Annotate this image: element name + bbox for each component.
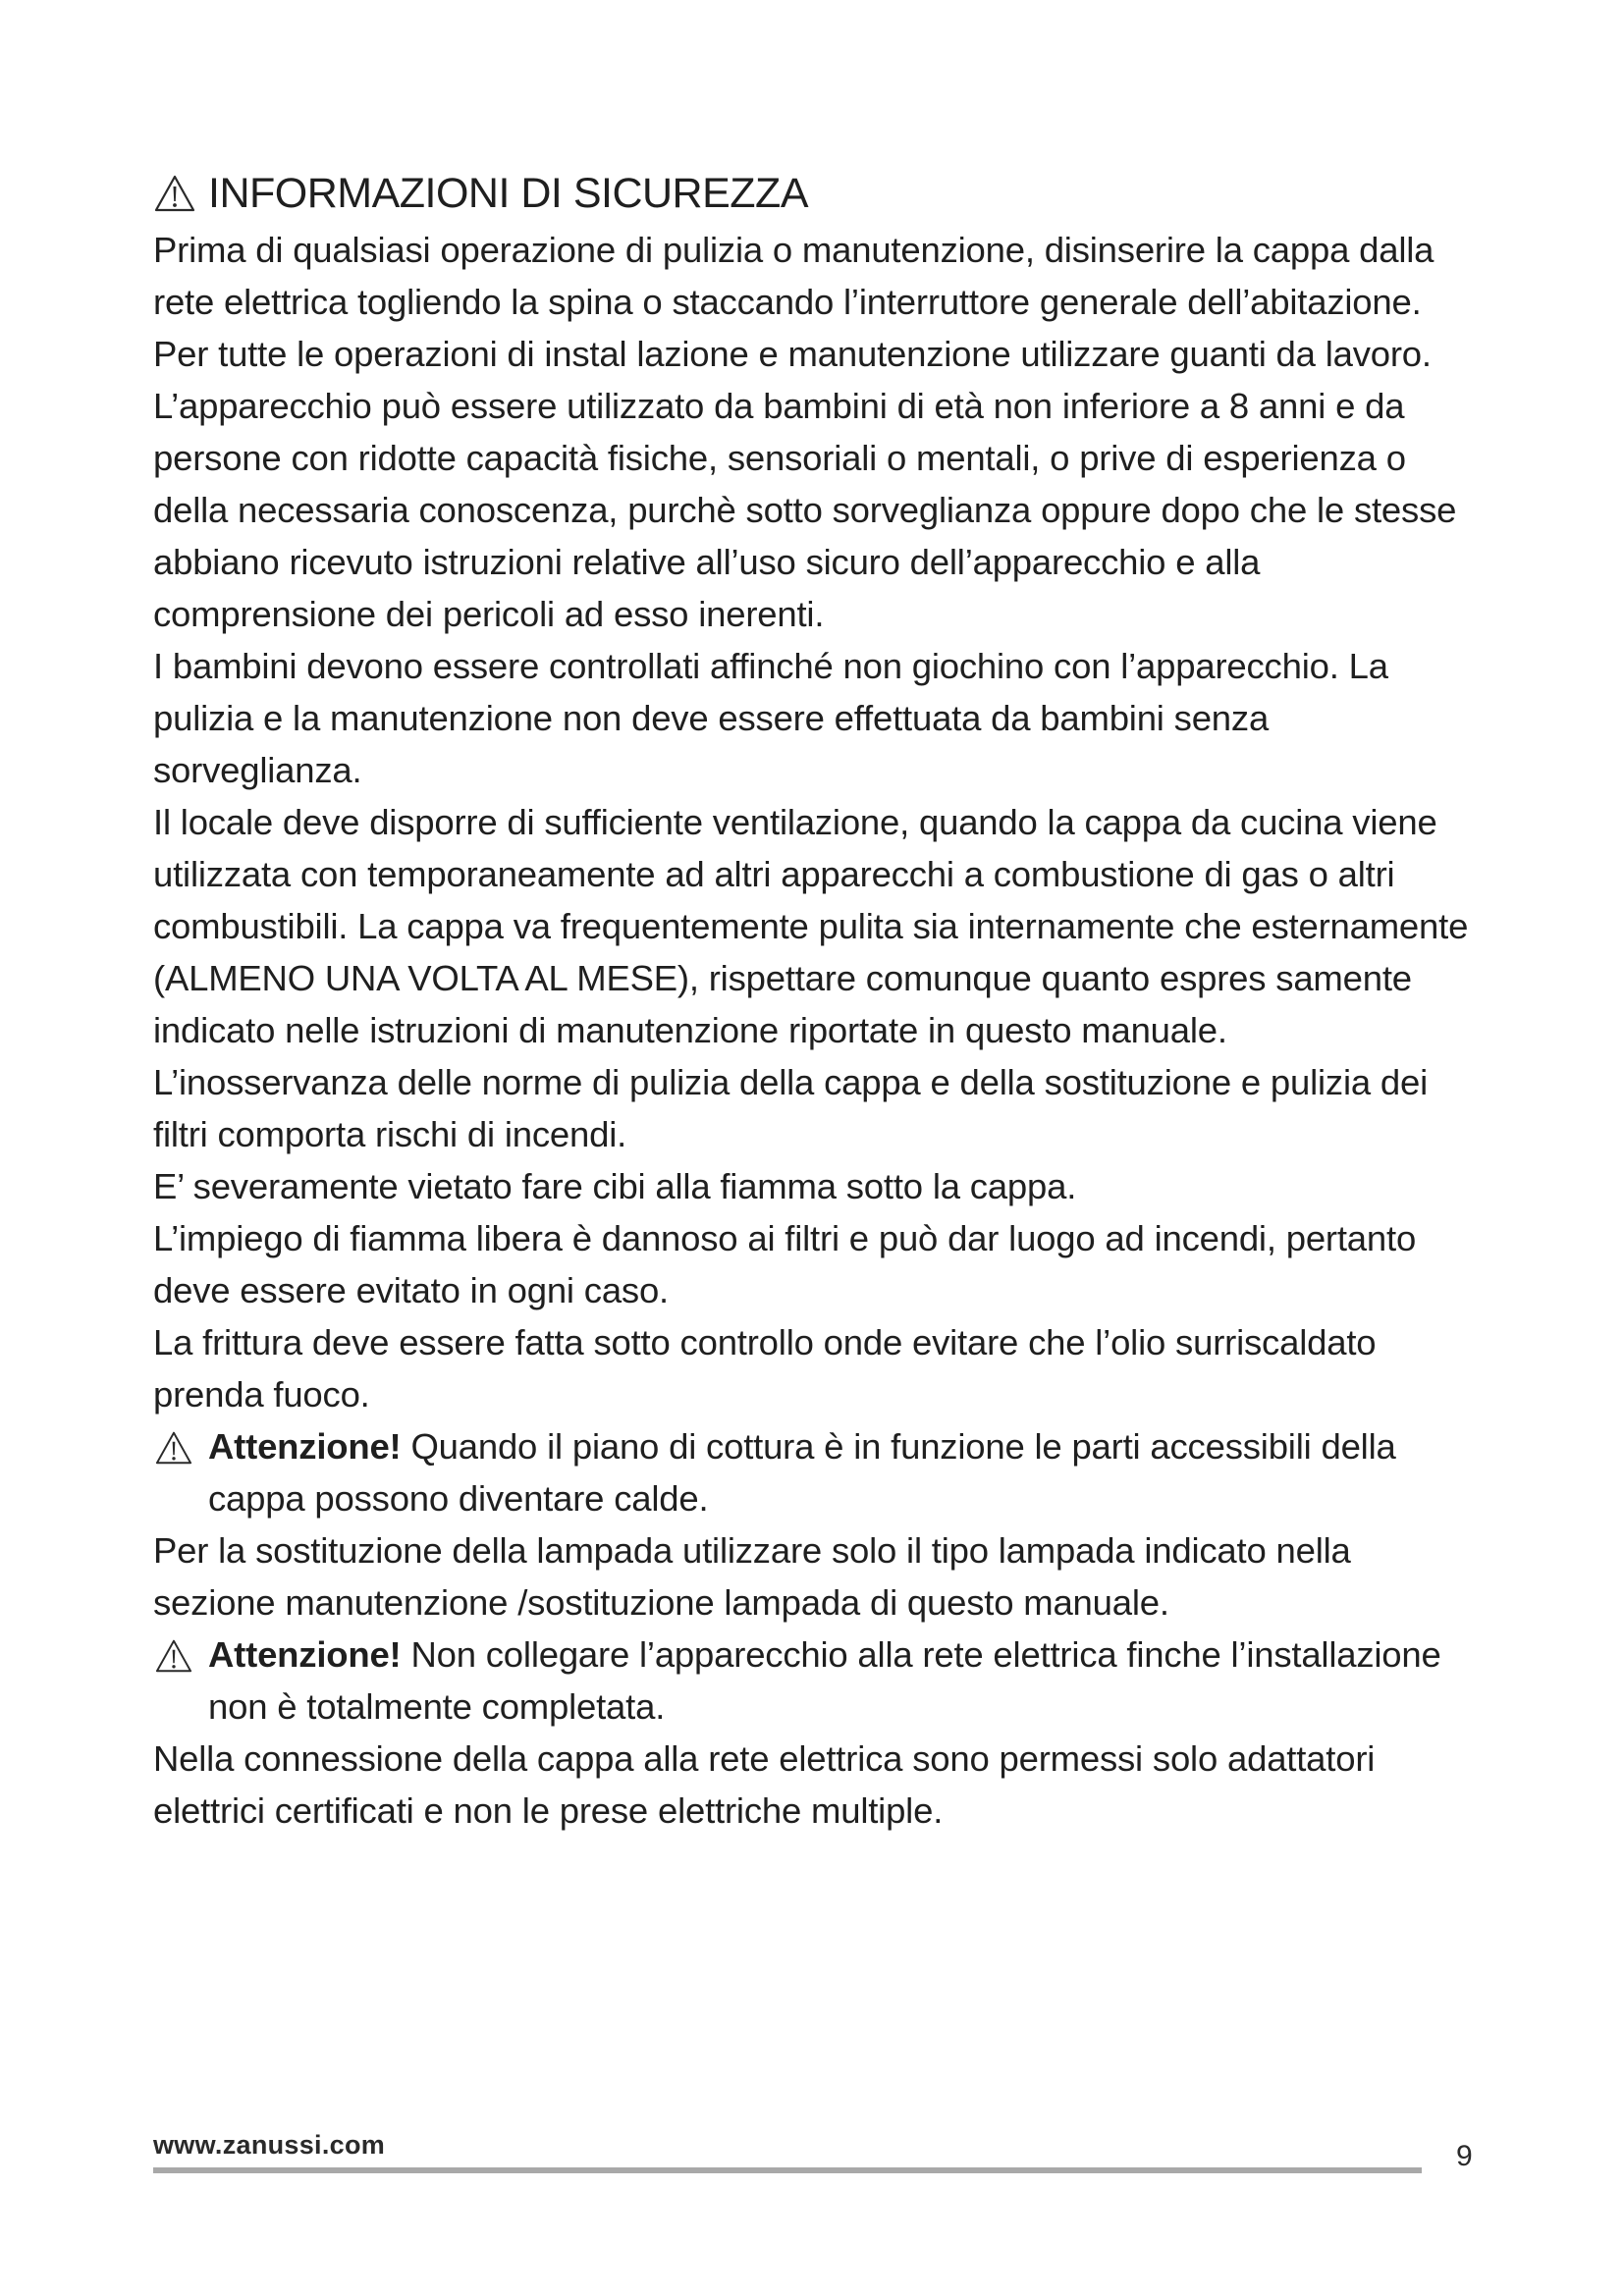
safety-section (153, 167, 1474, 1837)
warning-note-installation (153, 1629, 1474, 1733)
warning-text: Non collegare l’apparecchio alla rete elettrica finche l’installazione non è totalmente completata. (208, 1634, 1441, 1727)
warning-label: Attenzione! (208, 1426, 402, 1467)
website-link[interactable]: www.zanussi.com (153, 2130, 386, 2160)
warning-triangle-icon (153, 1430, 194, 1466)
safety-paragraph: La frittura deve essere fatta sotto controllo onde evitare che l’olio surriscaldato prenda fuoco. (153, 1322, 1377, 1415)
safety-paragraph: Il locale deve disporre di sufficiente ventilazione, quando la cappa da cucina viene utilizzata con temporaneamente ad altri apparecchi a combustione di gas o altri combustibili. La cappa va frequentemente pulita sia internamente che esternamente (ALMENO UNA VOLTA AL MESE), rispettare comunque quanto espres samente indicato nelle istruzioni di manutenzione riportate in questo manuale. (153, 802, 1469, 1050)
warning-note-hot-parts (153, 1420, 1474, 1524)
safety-paragraph: I bambini devono essere controllati affinché non giochino con l’apparecchio. La pulizia e la manutenzione non deve essere effettuata da bambini senza sorveglianza. (153, 646, 1388, 790)
safety-paragraph: L’impiego di fiamma libera è dannoso ai filtri e può dar luogo ad incendi, pertanto deve essere evitato in ogni caso. (153, 1218, 1417, 1310)
safety-paragraph: E’ severamente vietato fare cibi alla fiamma sotto la cappa. (153, 1166, 1077, 1206)
safety-paragraph: Per la sostituzione della lampada utilizzare solo il tipo lampada indicato nella sezione manutenzione /sostituzione lampada di questo manuale. (153, 1530, 1351, 1623)
safety-paragraph: Prima di qualsiasi operazione di pulizia o manutenzione, disinserire la cappa dalla rete elettrica togliendo la spina o staccando l’interruttore generale dell’abitazione. Per tutte le operazioni di instal lazione e manutenzione utilizzare guanti da lavoro. L’apparecchio può essere utilizzato da bambini di età non inferiore a 8 anni e da persone con ridotte capacità fisiche, sensoriali o mentali, o prive di esperienza o della necessaria conoscenza, purchè sotto sorveglianza oppure dopo che le stesse abbiano ricevuto istruzioni relative all’uso sicuro dell’apparecchio e alla comprensione dei pericoli ad esso inerenti. (153, 230, 1457, 634)
safety-paragraph: L’inosservanza delle norme di pulizia della cappa e della sostituzione e pulizia dei filtri comporta rischi di incendi. (153, 1062, 1429, 1154)
footer-divider (153, 2167, 1422, 2173)
safety-paragraph: Nella connessione della cappa alla rete elettrica sono permessi solo adattatori elettrici certificati e non le prese elettriche multiple. (153, 1738, 1376, 1831)
warning-triangle-icon (153, 1638, 194, 1674)
warning-triangle-icon (153, 174, 196, 213)
warning-text: Quando il piano di cottura è in funzione le parti accessibili della cappa possono diventare calde. (208, 1426, 1396, 1519)
section-heading (153, 167, 1474, 220)
page-number: 9 (1456, 2140, 1473, 2172)
section-title: INFORMAZIONI DI SICUREZZA (208, 170, 808, 217)
warning-label: Attenzione! (208, 1634, 402, 1675)
